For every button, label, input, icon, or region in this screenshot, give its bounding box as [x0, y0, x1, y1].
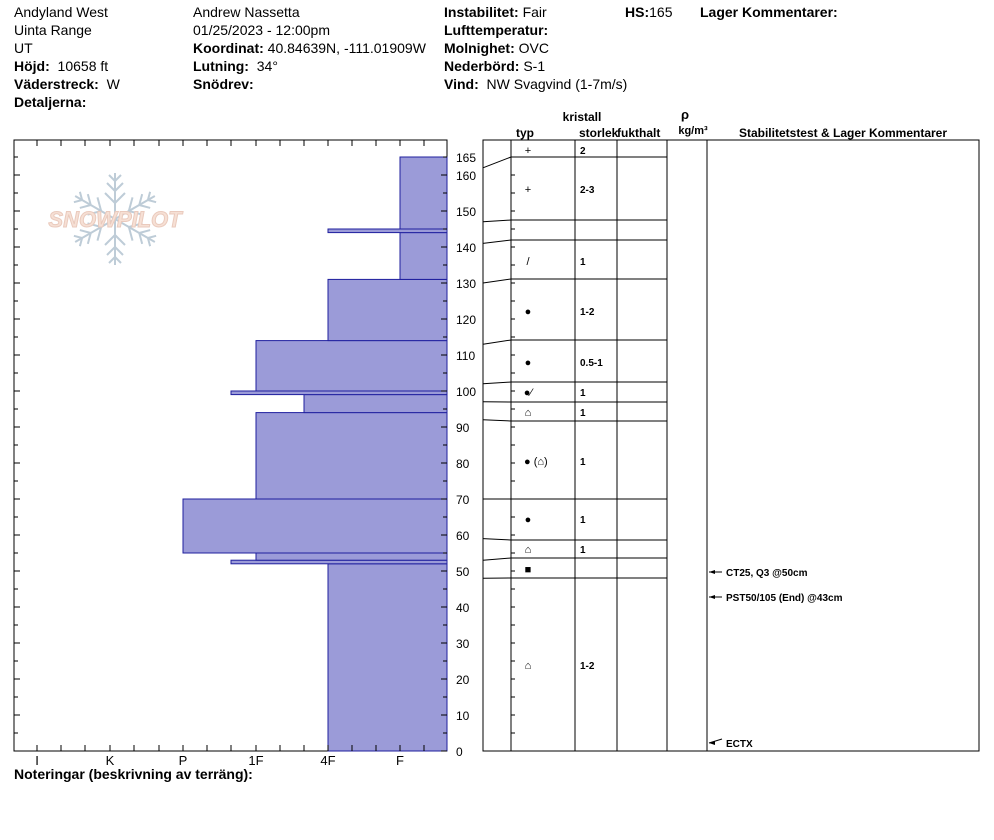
grain-size-label: 1 [580, 408, 586, 419]
hardness-bar [328, 279, 447, 340]
grain-size-label: 2 [580, 146, 586, 157]
layer-boundary-connector [483, 558, 511, 560]
footer-notes-label: Noteringar (beskrivning av terräng): [14, 766, 253, 782]
hardness-bar [256, 341, 447, 391]
layer-comments-title: Lager Kommentarer: [700, 4, 838, 20]
hs-row: HS:165 [625, 4, 673, 20]
col-density-unit: kg/m³ [678, 125, 708, 137]
grain-size-label: 1 [580, 388, 586, 399]
grain-size-label: 2-3 [580, 185, 595, 196]
wind-row: Vind: NW Svagvind (1-7m/s) [444, 76, 628, 92]
grain-type-symbol: ● [524, 357, 532, 369]
stability-test-label: CT25, Q3 @50cm [726, 568, 808, 579]
depth-tick-label: 50 [456, 565, 470, 579]
hardness-bar [304, 395, 447, 413]
depth-tick-label: 120 [456, 313, 477, 327]
grain-size-label: 1 [580, 457, 586, 468]
depth-tick-label: 130 [456, 277, 477, 291]
flake-branch [105, 235, 115, 245]
hardness-bar [400, 157, 447, 229]
hardness-bar [256, 553, 447, 560]
layer-boundary-connector [483, 157, 511, 168]
instability-row: Instabilitet: Fair [444, 4, 547, 20]
col-size: storlek [579, 126, 619, 140]
grain-size-label: 1 [580, 545, 586, 556]
details-row: Detaljerna: [14, 94, 87, 110]
wind-value: NW Svagvind (1-7m/s) [486, 76, 628, 92]
aspect-value: W [106, 76, 120, 92]
hardness-tick-label: P [178, 753, 188, 768]
hardness-tick-label: 4F [320, 753, 336, 768]
hardness-bar [183, 499, 447, 553]
grain-type-symbol: ●⁄ [523, 387, 533, 399]
grain-type-symbol: ■ [524, 564, 532, 576]
depth-tick-label: 150 [456, 205, 477, 219]
grain-type-symbol: ● [524, 514, 532, 526]
sky-row: Molnighet: OVC [444, 40, 549, 56]
grain-type-symbol: + [524, 145, 532, 157]
slope-row: Lutning: 34° [193, 58, 278, 74]
hardness-bar [231, 560, 447, 564]
aspect-row: Väderstreck: W [14, 76, 120, 92]
layer-boundary-connector [483, 279, 511, 283]
flake-branch [105, 193, 115, 203]
logo-text: SNOWPILOT [48, 207, 182, 232]
grain-type-symbol: ● [524, 306, 532, 318]
snowpilot-logo [48, 173, 183, 265]
flake-branch [115, 235, 125, 245]
col-rho: ρ [680, 107, 690, 122]
grain-type-symbol: / [526, 256, 530, 268]
depth-tick-label: 10 [456, 709, 470, 723]
depth-tick-label: 60 [456, 529, 470, 543]
observer-name: Andrew Nassetta [193, 4, 300, 20]
depth-tick-label: 140 [456, 241, 477, 255]
airtemp-row: Lufttemperatur: [444, 22, 549, 38]
grain-type-symbol: ● (⌂) [524, 456, 548, 468]
depth-tick-label: 160 [456, 169, 477, 183]
depth-tick-label: 40 [456, 601, 470, 615]
stability-test-label: ECTX [726, 739, 753, 750]
hardness-tick-label: 1F [248, 753, 264, 768]
stability-arrowhead [709, 595, 715, 599]
state-name: UT [14, 40, 33, 56]
precip-value: S-1 [523, 58, 546, 74]
hardness-tick-label: K [105, 753, 115, 768]
grain-size-label: 1 [580, 515, 586, 526]
hardness-bar [328, 564, 447, 751]
flake-branch [115, 183, 123, 191]
grain-size-label: 1-2 [580, 307, 595, 318]
hardness-tick-label: F [396, 753, 404, 768]
grain-size-label: 1-2 [580, 661, 595, 672]
depth-tick-label: 0 [456, 745, 463, 759]
flake-branch [107, 247, 115, 255]
layer-boundary-connector [483, 539, 511, 540]
flake-branch [135, 233, 146, 244]
precip-row: Nederbörd: S-1 [444, 58, 546, 74]
col-type: typ [516, 126, 534, 140]
depth-tick-label: 30 [456, 637, 470, 651]
col-stability: Stabilitetstest & Lager Kommentarer [738, 126, 948, 140]
grain-type-symbol: + [524, 184, 532, 196]
flake-branch [115, 193, 125, 203]
location-name: Andyland West [14, 4, 108, 20]
grain-size-label: 1 [580, 257, 586, 268]
datetime: 01/25/2023 - 12:00pm [193, 22, 330, 38]
depth-tick-label: 90 [456, 421, 470, 435]
depth-tick-label: 80 [456, 457, 470, 471]
range-name: Uinta Range [14, 22, 92, 38]
hardness-bar [231, 391, 447, 395]
layer-boundary-connector [483, 240, 511, 243]
elevation-row: Höjd: 10658 ft [14, 58, 109, 74]
layer-boundary-connector [483, 420, 511, 421]
depth-tick-label: 110 [456, 349, 476, 363]
flake-branch [115, 247, 123, 255]
stability-arrowhead [709, 570, 715, 574]
layer-table-frame [483, 140, 979, 751]
flake-branch [107, 183, 115, 191]
hardness-bar [400, 233, 447, 280]
depth-tick-label: 20 [456, 673, 470, 687]
sky-value: OVC [518, 40, 549, 56]
coordinate-row: Koordinat: 40.84639N, -111.01909W [193, 40, 426, 56]
layer-boundary-connector [483, 340, 511, 344]
grain-size-label: 0.5-1 [580, 358, 603, 369]
hardness-bar [256, 413, 447, 499]
hs-value: 165 [649, 4, 673, 20]
slope-value: 34° [256, 58, 278, 74]
depth-tick-label: 70 [456, 493, 470, 507]
elevation-value: 10658 ft [57, 58, 109, 74]
layer-boundary-connector [483, 220, 511, 222]
flake-branch [135, 194, 146, 205]
coordinate-value: 40.84639N, -111.01909W [267, 40, 426, 56]
flake-branch [84, 194, 95, 205]
flake-branch [84, 233, 95, 244]
col-crystal: kristall [562, 110, 602, 124]
depth-tick-label: 100 [456, 385, 477, 399]
hardness-tick-label: I [35, 753, 39, 768]
layer-boundary-connector [483, 382, 511, 384]
depth-tick-label: 165 [456, 151, 477, 165]
stability-test-label: PST50/105 (End) @43cm [726, 593, 843, 604]
hardness-bar [328, 229, 447, 233]
instability-value: Fair [522, 4, 547, 20]
grain-type-symbol: ⌂ [524, 544, 532, 556]
grain-type-symbol: ⌂ [524, 407, 532, 419]
drift-row: Snödrev: [193, 76, 254, 92]
grain-type-symbol: ⌂ [524, 660, 532, 672]
col-moisture: fukthalt [617, 126, 661, 140]
